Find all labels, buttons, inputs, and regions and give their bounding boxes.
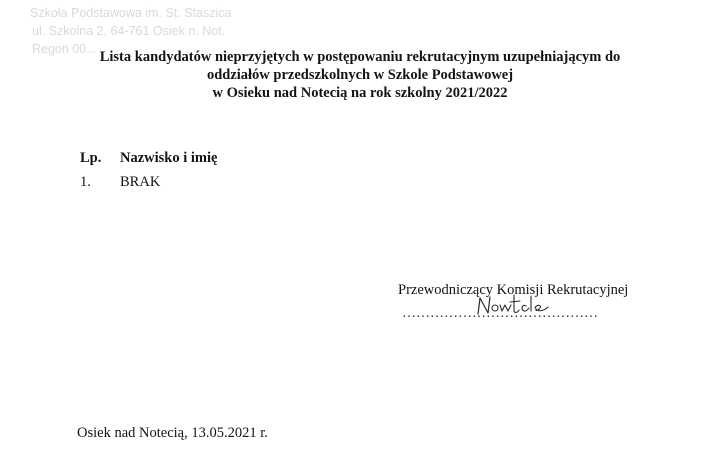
header-name: Nazwisko i imię	[120, 150, 218, 166]
chair-role: Przewodniczący Komisji Rekrutacyjnej	[398, 282, 629, 298]
stamp-line: Szkoła Podstawowa im. St. Staszica	[30, 6, 232, 20]
stamp-line: ul. Szkolna 2, 64-761 Osiek n. Not.	[32, 24, 226, 38]
place-and-date: Osiek nad Notecią, 13.05.2021 r.	[77, 425, 268, 441]
title-line-1: Lista kandydatów nieprzyjętych w postępowaniu rekrutacyjnym uzupełniającym do	[99, 49, 621, 65]
signature-line: ……………………………………	[402, 306, 598, 321]
row-name: BRAK	[120, 174, 161, 190]
title-line-2: oddziałów przedszkolnych w Szkole Podstawowej	[206, 67, 514, 83]
document-title	[60, 48, 660, 102]
row-lp: 1.	[80, 174, 91, 190]
title-line-3: w Osieku nad Notecią na rok szkolny 2021/2022	[212, 85, 508, 101]
stamp-line: Regon 00...	[32, 42, 97, 56]
header-lp: Lp.	[80, 150, 102, 166]
